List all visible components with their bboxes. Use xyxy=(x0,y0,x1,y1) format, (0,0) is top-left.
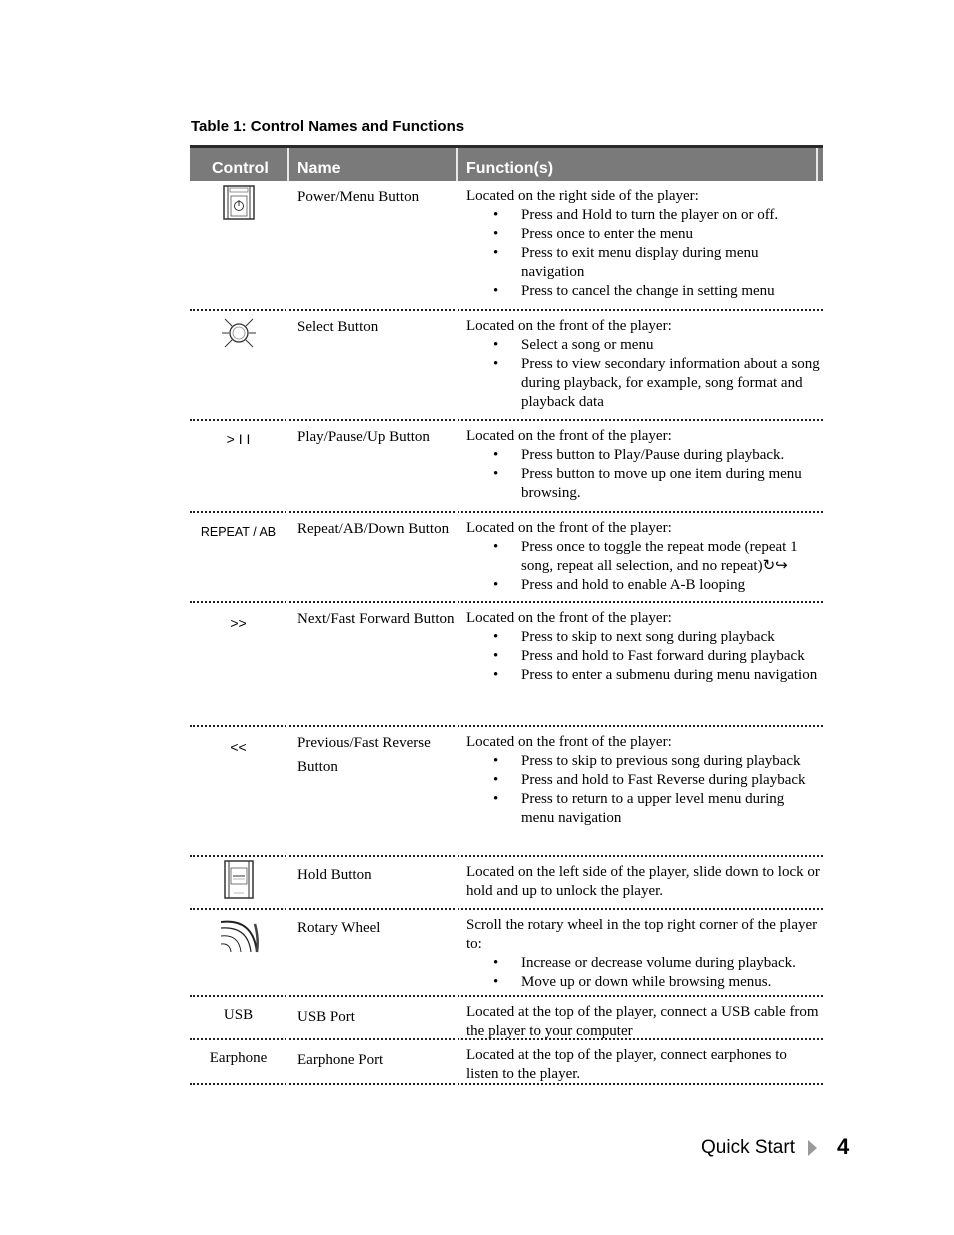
row-functions xyxy=(466,863,821,901)
row-functions xyxy=(466,427,821,503)
header-control: Control xyxy=(212,160,269,177)
row-functions xyxy=(466,187,821,301)
row-name: Next/Fast Forward Button xyxy=(297,611,455,627)
arrow-right-icon xyxy=(808,1140,817,1156)
list-item: • Press to skip to next song during playback xyxy=(521,628,821,647)
row-name: USB Port xyxy=(297,1009,355,1025)
list-item: • Press once to enter the menu xyxy=(521,225,821,244)
table-row xyxy=(190,997,823,1040)
controls-table xyxy=(190,145,823,1085)
row-control: << xyxy=(230,739,247,755)
list-item: • Press and hold to Fast forward during playback xyxy=(521,647,821,666)
section-title: Quick Start xyxy=(701,1137,795,1158)
list-item: • Press button to move up one item during menu browsing. xyxy=(521,465,821,503)
row-functions xyxy=(466,519,821,595)
row-name: Hold Button xyxy=(297,867,372,883)
table-row xyxy=(190,603,823,727)
row-name: Previous/Fast Reverse Button xyxy=(297,735,431,775)
list-item: • Press and Hold to turn the player on or off. xyxy=(521,206,821,225)
list-item: • Press and hold to Fast Reverse during playback xyxy=(521,771,821,790)
table-row xyxy=(190,311,823,421)
table-row xyxy=(190,910,823,997)
list-item: • Press to return to a upper level menu during menu navigation xyxy=(521,790,821,828)
row-intro: Located on the front of the player: xyxy=(466,520,672,536)
row-control: Earphone xyxy=(209,1050,268,1066)
list-item: • Press to cancel the change in setting menu xyxy=(521,282,821,301)
row-functions xyxy=(466,609,821,685)
list-item: • Increase or decrease volume during playback. xyxy=(521,954,821,973)
table-row xyxy=(190,727,823,857)
list-item: • Press and hold to enable A-B looping xyxy=(521,576,821,595)
list-item: • Move up or down while browsing menus. xyxy=(521,973,821,992)
table-row xyxy=(190,1040,823,1085)
list-item: • Select a song or menu xyxy=(521,336,821,355)
table-row xyxy=(190,513,823,603)
list-item: • Press to view secondary information about a song during playback, for example, song format and playback data xyxy=(521,355,821,412)
header-functions: Function(s) xyxy=(466,160,554,177)
row-name: Power/Menu Button xyxy=(297,189,420,205)
row-intro: Located on the front of the player: xyxy=(466,734,672,750)
row-intro: Located on the front of the player: xyxy=(466,318,672,334)
list-item: • Press once to toggle the repeat mode (repeat 1 song, repeat all selection, and no repeat)↻↪ xyxy=(521,538,821,576)
table-row xyxy=(190,421,823,513)
row-name: Rotary Wheel xyxy=(297,920,381,936)
row-intro: Located on the left side of the player, slide down to lock or hold and up to unlock the player. xyxy=(466,864,820,899)
list-item: • Press to skip to previous song during playback xyxy=(521,752,821,771)
list-item: • Press to exit menu display during menu navigation xyxy=(521,244,821,282)
row-name: Play/Pause/Up Button xyxy=(297,429,430,445)
row-functions xyxy=(466,916,821,992)
power-menu-icon xyxy=(190,185,287,226)
page-number: 4 xyxy=(837,1134,850,1159)
table-caption: Table 1: Control Names and Functions xyxy=(191,118,465,135)
row-intro: Scroll the rotary wheel in the top right corner of the player to: xyxy=(466,917,818,952)
row-control: USB xyxy=(223,1007,254,1023)
row-functions xyxy=(466,1003,821,1041)
list-item: • Press to enter a submenu during menu navigation xyxy=(521,666,821,685)
row-intro: Located at the top of the player, connect earphones to listen to the player. xyxy=(466,1047,787,1082)
row-intro: Located on the right side of the player: xyxy=(466,188,699,204)
row-functions xyxy=(466,1046,821,1084)
table-header xyxy=(190,145,823,181)
row-name: Select Button xyxy=(297,319,379,335)
row-control: REPEAT / AB xyxy=(200,525,277,539)
table-row xyxy=(190,181,823,311)
table-row xyxy=(190,857,823,910)
row-control: > I I xyxy=(226,431,251,447)
list-item: • Press button to Play/Pause during playback. xyxy=(521,446,821,465)
row-functions xyxy=(466,317,821,412)
row-intro: Located on the front of the player: xyxy=(466,428,672,444)
row-functions xyxy=(466,733,821,828)
select-button-icon xyxy=(190,315,287,356)
hold-switch-icon xyxy=(190,860,287,905)
row-intro: Located at the top of the player, connect a USB cable from the player to your computer xyxy=(466,1004,819,1039)
row-name: Earphone Port xyxy=(297,1052,384,1068)
row-control: >> xyxy=(230,615,247,631)
rotary-wheel-icon xyxy=(190,916,287,961)
header-name: Name xyxy=(297,160,341,177)
row-intro: Located on the front of the player: xyxy=(466,610,672,626)
row-name: Repeat/AB/Down Button xyxy=(297,521,450,537)
